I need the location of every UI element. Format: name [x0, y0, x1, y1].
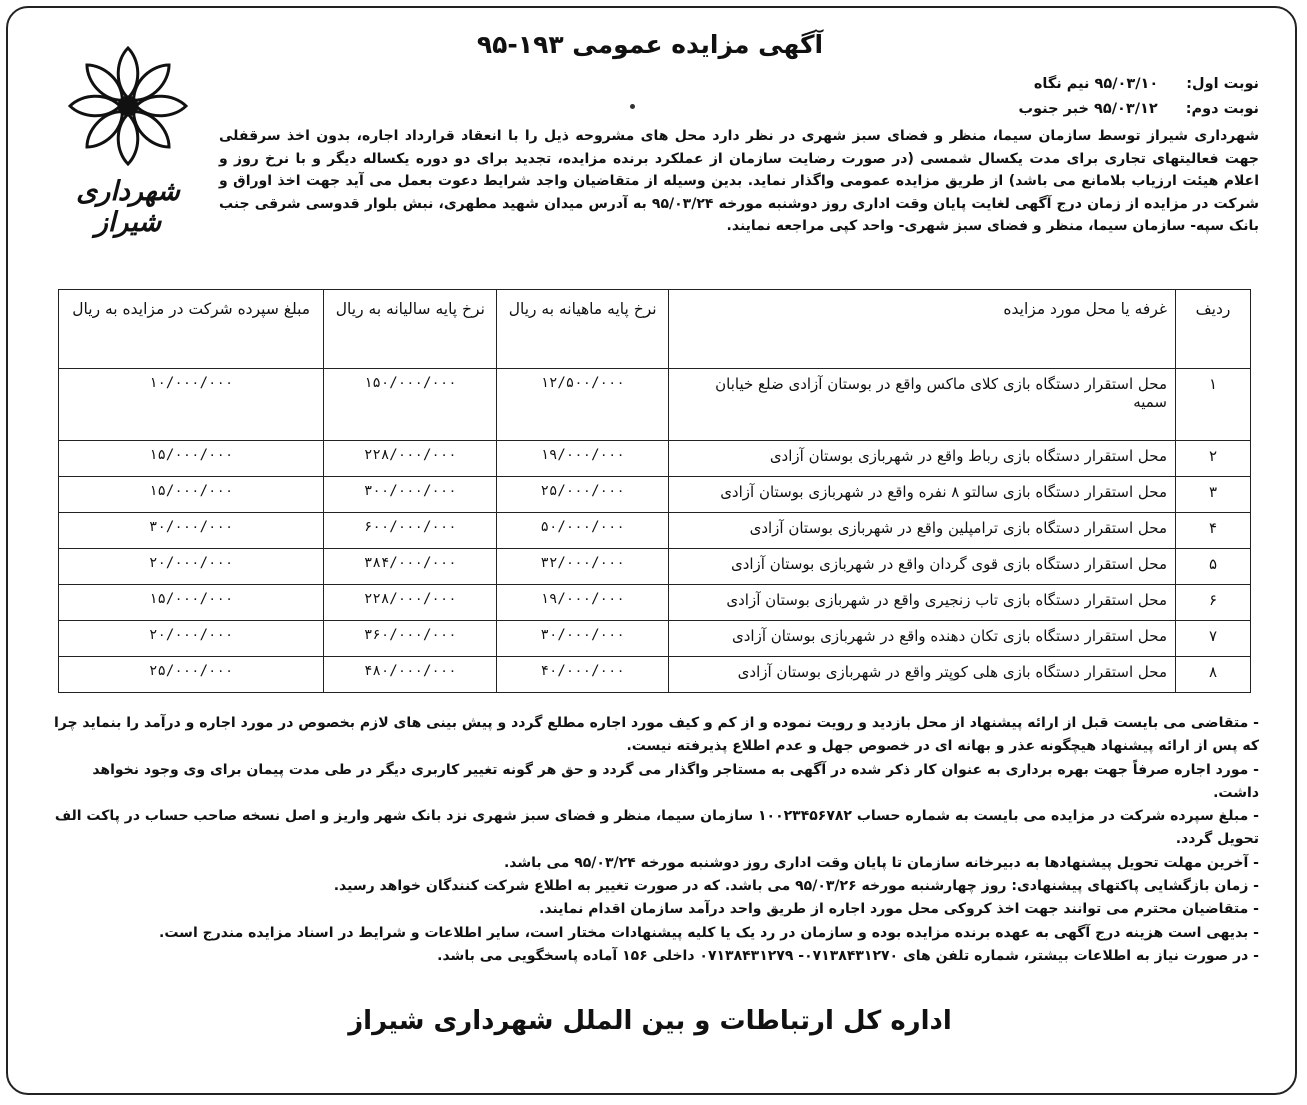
row-number: ۱ [1176, 369, 1251, 441]
table-row [59, 477, 1251, 513]
dot-mark [630, 104, 635, 109]
row-monthly-rate: ۳۰/۰۰۰/۰۰۰ [497, 621, 669, 657]
row-monthly-rate: ۲۵/۰۰۰/۰۰۰ [497, 477, 669, 513]
first-turn-label: نوبت اول: [1186, 76, 1259, 92]
intro-paragraph: شهرداری شیراز توسط سازمان سیما، منظر و فضای سبز شهری در نظر دارد محل های مشروحه ذیل را با انعقاد قرارداد اجاره، بدون اخذ سرقفلی جهت فعالیتهای تجاری برای مدت یکسال شمسی (در صورت رضایت سازمان از عملکرد برنده مزایده، تجدید برای دو دوره یکساله دیگر و با نرخ روز و اعلام هیئت ارزیاب بلامانع می باشد) از طریق مزایده عمومی واگذار نماید. بدین وسیله از متقاضیان واجد شرایط دعوت بعمل می آید جهت اخذ اوراق و شرکت در مزایده از زمان درج آگهی لغایت پایان وقت اداری روز دوشنبه مورخه ۹۵/۰۳/۲۴ به آدرس میدان شهید مطهری، نبش بلوار قدوسی شرقی جنب بانک سپه- سازمان سیما، منظر و فضای سبز شهری- واحد کپی مراجعه نمایند. [219, 128, 1259, 234]
table-row [59, 657, 1251, 693]
row-yearly-rate: ۱۵۰/۰۰۰/۰۰۰ [324, 369, 497, 441]
table-row [59, 369, 1251, 441]
note-item: - متقاضیان محترم می توانند جهت اخذ کروکی محل مورد اجاره از طریق واحد درآمد سازمان اقدام نمایند. [539, 901, 1259, 918]
row-description: محل استقرار دستگاه بازی قوی گردان واقع در شهربازی بوستان آزادی [669, 549, 1176, 585]
row-monthly-rate: ۱۹/۰۰۰/۰۰۰ [497, 441, 669, 477]
row-yearly-rate: ۳۰۰/۰۰۰/۰۰۰ [324, 477, 497, 513]
notice-title: آگهی مزایده عمومی ۱۹۳-۹۵ [476, 30, 824, 59]
row-deposit: ۱۰/۰۰۰/۰۰۰ [59, 369, 324, 441]
row-deposit: ۲۰/۰۰۰/۰۰۰ [59, 549, 324, 585]
header-deposit: مبلغ سپرده شرکت در مزایده به ریال [59, 290, 324, 369]
note-item: - مبلغ سپرده شرکت در مزایده می بایست به شماره حساب ۱۰۰۲۳۴۵۶۷۸۲ سازمان سیما، منظر و فضای سبز شهری نزد بانک شهر واریز و اصل نسخه صاحب حساب در پاکت الف تحویل گردد. [54, 808, 1259, 848]
row-deposit: ۱۵/۰۰۰/۰۰۰ [59, 441, 324, 477]
note-item: - متقاضی می بایست قبل از ارائه پیشنهاد از محل بازدید و رویت نموده و از کم و کیف مورد اجاره مطلع گردد و پیش بینی های لازم بخصوص در مورد اجاره و درآمد را بنماید چرا که پس از ارائه پیشنهاد هیچگونه عذر و بهانه ای در خصوص جهل و عدم اطلاع پذیرفته نیست. [53, 715, 1259, 755]
table-header-row [59, 290, 1251, 369]
second-turn-value: ۹۵/۰۳/۱۲ خبر جنوب [1018, 101, 1158, 117]
row-deposit: ۲۰/۰۰۰/۰۰۰ [59, 621, 324, 657]
row-yearly-rate: ۳۸۴/۰۰۰/۰۰۰ [324, 549, 497, 585]
row-yearly-rate: ۲۲۸/۰۰۰/۰۰۰ [324, 441, 497, 477]
footer-signature: اداره کل ارتباطات و بین الملل شهرداری شیراز [348, 1006, 952, 1036]
row-monthly-rate: ۵۰/۰۰۰/۰۰۰ [497, 513, 669, 549]
row-yearly-rate: ۲۲۸/۰۰۰/۰۰۰ [324, 585, 497, 621]
row-number: ۳ [1176, 477, 1251, 513]
table-row [59, 549, 1251, 585]
second-turn-label: نوبت دوم: [1185, 101, 1259, 117]
row-monthly-rate: ۳۲/۰۰۰/۰۰۰ [497, 549, 669, 585]
row-monthly-rate: ۴۰/۰۰۰/۰۰۰ [497, 657, 669, 693]
row-description: محل استقرار دستگاه بازی هلی کوپتر واقع در شهربازی بوستان آزادی [669, 657, 1176, 693]
logo-text: شهرداری شیراز [76, 176, 180, 238]
header-yearly-rate: نرخ پایه سالیانه به ریال [324, 290, 497, 369]
header-description: غرفه یا محل مورد مزایده [669, 290, 1176, 369]
row-deposit: ۱۵/۰۰۰/۰۰۰ [59, 477, 324, 513]
row-number: ۴ [1176, 513, 1251, 549]
note-item: - در صورت نیاز به اطلاعات بیشتر، شماره تلفن های ۰۷۱۳۸۴۳۱۲۷۰- ۰۷۱۳۸۴۳۱۲۷۹ داخلی ۱۵۶ آماده پاسخگویی می باشد. [437, 947, 1259, 964]
flower-logo-icon [48, 38, 208, 178]
note-item: - آخرین مهلت تحویل پیشنهادها به دبیرخانه سازمان تا پایان وقت اداری روز دوشنبه مورخه ۹۵/۰۳/۲۴ می باشد. [503, 854, 1259, 871]
header-row-number: ردیف [1176, 290, 1251, 369]
row-description: محل استقرار دستگاه بازی کلای ماکس واقع در بوستان آزادی ضلع خیابان سمیه [669, 369, 1176, 441]
row-description: محل استقرار دستگاه بازی رباط واقع در شهربازی بوستان آزادی [669, 441, 1176, 477]
row-monthly-rate: ۱۲/۵۰۰/۰۰۰ [497, 369, 669, 441]
row-yearly-rate: ۶۰۰/۰۰۰/۰۰۰ [324, 513, 497, 549]
table-row [59, 621, 1251, 657]
note-item: - مورد اجاره صرفاً جهت بهره برداری به عنوان کار ذکر شده در آگهی به مستاجر واگذار می گردد و حق هر گونه تغییر کاربری دیگر در طی مدت پیمان برای وی وجود نخواهد داشت. [92, 761, 1259, 801]
row-number: ۷ [1176, 621, 1251, 657]
note-item: - بدیهی است هزینه درج آگهی به عهده برنده مزایده بوده و سازمان در رد یک یا کلیه پیشنهادات مختار است، سایر اطلاعات و شرایط در اسناد مزایده مندرج است. [159, 924, 1259, 941]
row-deposit: ۱۵/۰۰۰/۰۰۰ [59, 585, 324, 621]
first-turn-value: ۹۵/۰۳/۱۰ نیم نگاه [1033, 76, 1159, 92]
row-monthly-rate: ۱۹/۰۰۰/۰۰۰ [497, 585, 669, 621]
notes-list [49, 712, 1259, 968]
table-row [59, 441, 1251, 477]
row-description: محل استقرار دستگاه بازی تکان دهنده واقع در شهربازی بوستان آزادی [669, 621, 1176, 657]
auction-table [58, 289, 1251, 693]
row-yearly-rate: ۴۸۰/۰۰۰/۰۰۰ [324, 657, 497, 693]
row-number: ۸ [1176, 657, 1251, 693]
row-description: محل استقرار دستگاه بازی تاب زنجیری واقع در شهربازی بوستان آزادی [669, 585, 1176, 621]
second-turn [1019, 101, 1260, 117]
row-number: ۲ [1176, 441, 1251, 477]
table-row [59, 513, 1251, 549]
table-row [59, 585, 1251, 621]
first-turn [1034, 76, 1259, 92]
header-monthly-rate: نرخ پایه ماهیانه به ریال [497, 290, 669, 369]
note-item: - زمان بازگشایی پاکتهای پیشنهادی: روز چهارشنبه مورخه ۹۵/۰۳/۲۶ می باشد. که در صورت تغییر به اطلاع شرکت کنندگان خواهد رسید. [333, 878, 1259, 895]
municipality-logo [48, 38, 208, 238]
row-yearly-rate: ۳۶۰/۰۰۰/۰۰۰ [324, 621, 497, 657]
row-description: محل استقرار دستگاه بازی ترامپلین واقع در شهربازی بوستان آزادی [669, 513, 1176, 549]
row-number: ۵ [1176, 549, 1251, 585]
row-deposit: ۳۰/۰۰۰/۰۰۰ [59, 513, 324, 549]
row-deposit: ۲۵/۰۰۰/۰۰۰ [59, 657, 324, 693]
row-description: محل استقرار دستگاه بازی سالتو ۸ نفره واقع در شهربازی بوستان آزادی [669, 477, 1176, 513]
row-number: ۶ [1176, 585, 1251, 621]
